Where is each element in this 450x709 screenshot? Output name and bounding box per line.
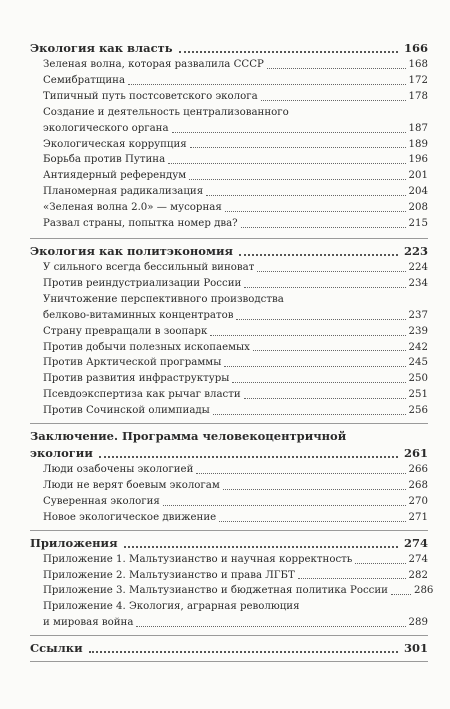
toc-entry: [30, 276, 428, 292]
entry-title-line2: и мировая война: [43, 617, 134, 629]
entry-page: 268: [408, 479, 428, 491]
entry-page: 196: [408, 154, 428, 166]
entry-title: Приложение 2. Мальтузианство и права ЛГБТ: [43, 569, 295, 581]
entry-title: Новое экологическое движение: [43, 511, 217, 523]
toc-entry: [30, 260, 428, 276]
leader-dots: [99, 456, 398, 458]
leader-dots: [261, 100, 406, 101]
toc-entry: [30, 105, 428, 137]
toc-entry: [30, 73, 428, 89]
entry-title: Против развития инфраструктуры: [43, 373, 230, 385]
toc-entry: [30, 137, 428, 153]
toc-entry: [30, 403, 428, 419]
toc-entry: [30, 168, 428, 184]
toc-entry: [30, 152, 428, 168]
leader-dots: [267, 68, 406, 69]
toc-entry: [30, 216, 428, 232]
entry-page: 168: [408, 59, 428, 70]
toc-entry: [30, 292, 428, 324]
entry-title: Типичный путь постсоветского эколога: [43, 90, 258, 102]
leader-dots: [190, 147, 406, 148]
entry-page: 289: [408, 617, 428, 629]
entry-page: 172: [408, 74, 428, 86]
leader-dots: [124, 546, 398, 548]
entry-page: 270: [408, 495, 428, 507]
table-of-contents: [30, 36, 434, 662]
entry-page: 251: [408, 389, 428, 401]
toc-section: [30, 239, 428, 424]
leader-dots: [136, 626, 405, 627]
entry-page: 234: [408, 277, 428, 289]
toc-entry: [30, 387, 428, 403]
section-page: 301: [403, 641, 428, 656]
section-title: Экология как власть: [30, 41, 173, 55]
leader-dots: [163, 505, 406, 506]
toc-entry: [30, 355, 428, 371]
toc-section: [30, 531, 434, 637]
toc-entry: [30, 89, 428, 105]
leader-dots: [189, 179, 405, 180]
section-heading: [30, 636, 428, 657]
toc-entry: [30, 552, 428, 568]
toc-section: [30, 636, 428, 662]
entry-title: Семибратщина: [43, 74, 126, 86]
entry-title-line2: белково-витаминных концентратов: [43, 309, 234, 321]
section-page: 223: [403, 243, 428, 258]
leader-dots: [213, 414, 406, 415]
section-title: Ссылки: [30, 641, 83, 656]
entry-page: 271: [408, 511, 428, 523]
entry-title: Планомерная радикализация: [43, 186, 204, 198]
entry-page: 178: [408, 90, 428, 102]
entry-title: Псевдоэкспертиза как рычаг власти: [43, 389, 241, 401]
entry-page: 242: [408, 341, 428, 353]
section-heading: [30, 424, 428, 462]
entry-title-line2: экологического органа: [43, 122, 169, 134]
toc-entry: [30, 184, 428, 200]
toc-entry: [30, 462, 428, 478]
entry-title: «Зеленая волна 2.0» — мусорная: [43, 202, 222, 214]
toc-section: [30, 424, 428, 531]
toc-entry: [30, 371, 428, 387]
section-page: 261: [403, 446, 428, 461]
section-title-line1: Заключение. Программа человекоцентричной: [30, 429, 347, 444]
leader-dots: [244, 398, 406, 399]
leader-dots: [236, 319, 405, 320]
section-title: Приложения: [30, 535, 118, 550]
section-heading: [30, 531, 428, 552]
leader-dots: [355, 563, 405, 564]
entry-page: 189: [408, 138, 428, 150]
entry-title: Против Сочинской олимпиады: [43, 405, 210, 417]
entry-title: Против реиндустриализации России: [43, 277, 242, 289]
entry-page: 256: [408, 405, 428, 417]
toc-section: [30, 36, 428, 239]
entry-page: 201: [408, 170, 428, 182]
toc-entry: [30, 494, 428, 510]
section-title-line2: экологии: [30, 446, 93, 461]
entry-title-line1: Уничтожение перспективного производства: [43, 293, 284, 305]
toc-entry: [30, 568, 428, 584]
section-page: 274: [403, 535, 428, 550]
section-heading: [30, 36, 428, 57]
entry-title: Экологическая коррупция: [43, 138, 187, 150]
entry-title: Люди не верят боевым экологам: [43, 479, 220, 491]
section-page: 166: [403, 41, 428, 55]
leader-dots: [253, 350, 406, 351]
entry-title: У сильного всегда бессильный виноват: [43, 261, 255, 273]
leader-dots: [244, 287, 405, 288]
toc-entry: [30, 478, 428, 494]
entry-title: Борьба против Путина: [43, 154, 166, 166]
entry-title: Люди озабочены экологией: [43, 464, 194, 476]
entry-page: 224: [408, 261, 428, 273]
toc-entry: [30, 599, 428, 631]
entry-page: 237: [408, 309, 428, 321]
leader-dots: [239, 254, 398, 256]
entry-title: Против добычи полезных ископаемых: [43, 341, 250, 353]
section-heading: [30, 239, 428, 260]
leader-dots: [210, 335, 405, 336]
toc-entry: [30, 57, 428, 73]
entry-title: Приложение 3. Мальтузианство и бюджетная политика России: [43, 585, 388, 597]
toc-entry: [30, 510, 428, 526]
entry-title: Развал страны, попытка номер два?: [43, 218, 238, 230]
leader-dots: [206, 195, 405, 196]
leader-dots: [391, 594, 411, 595]
entry-title: Страну превращали в зоопарк: [43, 325, 208, 337]
leader-dots: [89, 651, 398, 653]
entry-page: 245: [408, 357, 428, 369]
entry-title-line1: Создание и деятельность централизованного: [43, 106, 289, 118]
entry-page: 282: [408, 569, 428, 581]
entry-title: Антиядерный референдум: [43, 170, 187, 182]
toc-entry: [30, 340, 428, 356]
leader-dots: [223, 489, 406, 490]
entry-title: Суверенная экология: [43, 495, 160, 507]
section-title: Экология как политэкономия: [30, 243, 233, 258]
toc-entry: [30, 583, 434, 599]
entry-page: 274: [408, 553, 428, 565]
entry-page: 250: [408, 373, 428, 385]
leader-dots: [232, 382, 405, 383]
entry-title-line1: Приложение 4. Экология, аграрная революция: [43, 601, 300, 613]
entry-page: 204: [408, 186, 428, 198]
entry-page: 215: [408, 218, 428, 230]
entry-page: 208: [408, 202, 428, 214]
leader-dots: [219, 521, 405, 522]
toc-entry: [30, 324, 428, 340]
leader-dots: [241, 227, 406, 228]
leader-dots: [168, 163, 405, 164]
leader-dots: [172, 132, 406, 133]
entry-title: Против Арктической программы: [43, 357, 222, 369]
entry-title: Зеленая волна, которая развалила СССР: [43, 59, 264, 70]
leader-dots: [128, 84, 406, 85]
leader-dots: [225, 211, 406, 212]
entry-page: 286: [413, 585, 434, 597]
leader-dots: [298, 578, 406, 579]
leader-dots: [257, 271, 405, 272]
entry-page: 239: [408, 325, 428, 337]
toc-entry: [30, 200, 428, 216]
leader-dots: [196, 473, 405, 474]
entry-title: Приложение 1. Мальтузианство и научная корректность: [43, 553, 353, 565]
entry-page: 187: [408, 122, 428, 134]
leader-dots: [224, 366, 405, 367]
leader-dots: [179, 51, 398, 53]
entry-page: 266: [408, 464, 428, 476]
